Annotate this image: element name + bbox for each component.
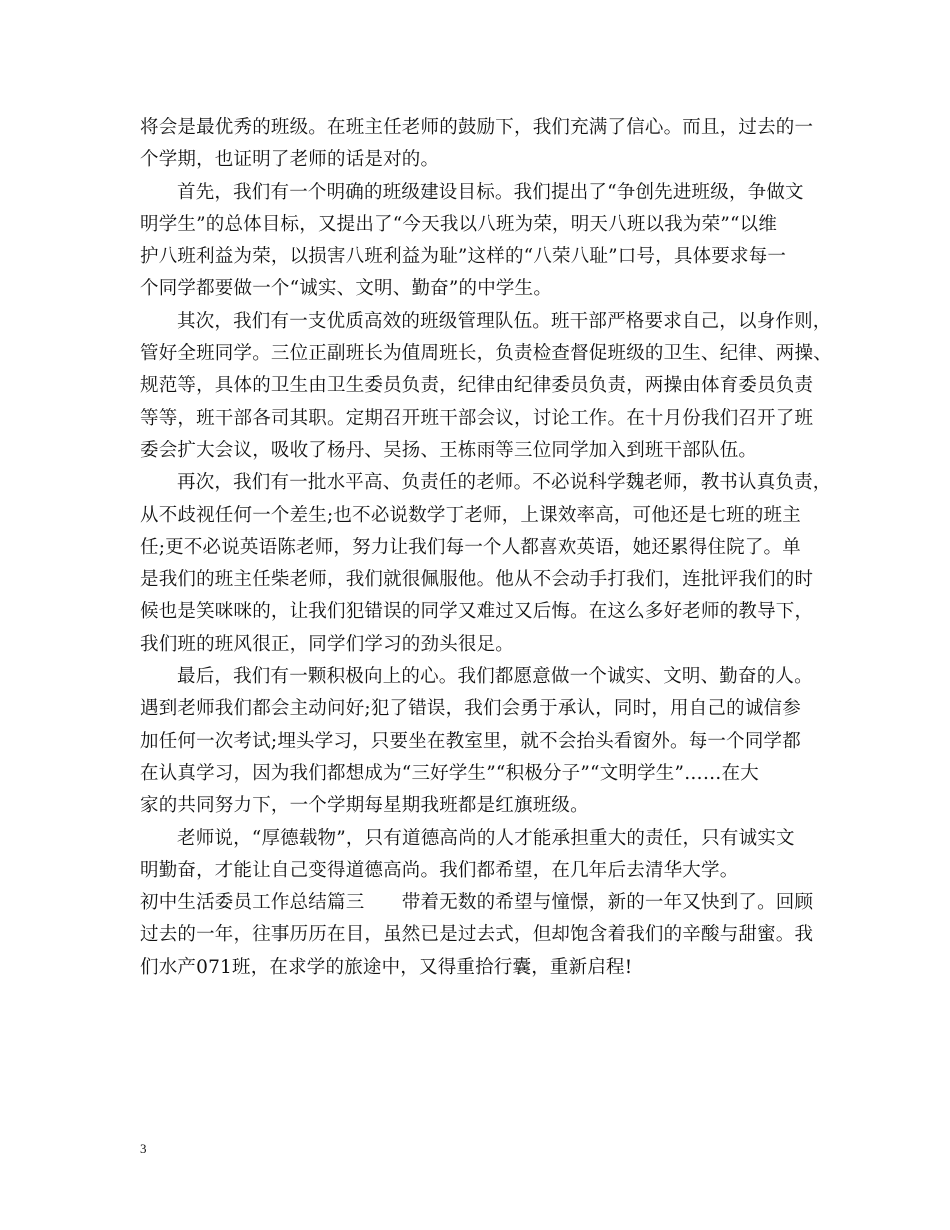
text-line: 加任何一次考试;埋头学习，只要坐在教室里，就不会抬头看窗外。每一个同学都 [140, 730, 801, 752]
text-line: 管好全班同学。三位正副班长为值周班长，负责检查督促班级的卫生、纪律、两操、 [140, 343, 832, 365]
text-line: 从不歧视任何一个差生;也不必说数学丁老师，上课效率高，可他还是七班的班主 [140, 504, 801, 526]
text-line: 在认真学习，因为我们都想成为“三好学生”“积极分子”“文明学生”……在大 [140, 762, 759, 784]
text-line: 过去的一年，往事历历在目，虽然已是过去式，但却饱含着我们的辛酸与甜蜜。我 [140, 924, 814, 946]
paragraph-first-line: 首先，我们有一个明确的班级建设目标。我们提出了“争创先进班级，争做文 [177, 181, 804, 203]
text-line: 明学生”的总体目标，又提出了“今天我以八班为荣，明天八班以我为荣”“以维 [140, 213, 778, 235]
text-line: 我们班的班风很正，同学们学习的劲头很足。 [140, 633, 515, 655]
paragraph-first-line: 老师说，“厚德载物”，只有道德高尚的人才能承担重大的责任，只有诚实文 [177, 827, 795, 849]
text-line: 们水产071班，在求学的旅途中，又得重拾行囊，重新启程! [140, 956, 633, 978]
page-number: 3 [140, 1141, 147, 1156]
text-line: 候也是笑咪咪的，让我们犯错误的同学又难过又后悔。在这么多好老师的教导下， [140, 601, 814, 623]
text-line: 家的共同努力下，一个学期每星期我班都是红旗班级。 [140, 795, 589, 817]
text-line: 护八班利益为荣，以损害八班利益为耻”这样的“八荣八耻”口号，具体要求每一 [140, 246, 787, 268]
text-line: 委会扩大会议，吸收了杨丹、吴扬、王栋雨等三位同学加入到班干部队伍。 [140, 439, 758, 461]
text-line: 任;更不必说英语陈老师，努力让我们每一个人都喜欢英语，她还累得住院了。单 [140, 536, 801, 558]
document-body [140, 112, 832, 984]
paragraph-first-line: 再次，我们有一批水平高、负责任的老师。不必说科学魏老师，教书认真负责， [177, 472, 832, 494]
text-line: 明勤奋，才能让自己变得道德高尚。我们都希望，在几年后去清华大学。 [140, 859, 739, 881]
paragraph-first-line: 其次，我们有一支优质高效的班级管理队伍。班干部严格要求自己，以身作则， [177, 310, 832, 332]
text-line: 等等，班干部各司其职。定期召开班干部会议，讨论工作。在十月份我们召开了班 [140, 407, 814, 429]
text-line: 个学期，也证明了老师的话是对的。 [140, 149, 440, 171]
text-line: 是我们的班主任柴老师，我们就很佩服他。他从不会动手打我们，连批评我们的时 [140, 569, 814, 591]
text-line: 个同学都要做一个“诚实、文明、勤奋”的中学生。 [140, 278, 553, 300]
text-line: 将会是最优秀的班级。在班主任老师的鼓励下，我们充满了信心。而且，过去的一 [140, 117, 814, 138]
text-line: 规范等，具体的卫生由卫生委员负责，纪律由纪律委员负责，两操由体育委员负责 [140, 375, 814, 397]
paragraph-first-line: 最后，我们有一颗积极向上的心。我们都愿意做一个诚实、文明、勤奋的人。 [177, 666, 813, 688]
text-line: 遇到老师我们都会主动问好;犯了错误，我们会勇于承认，同时，用自己的诚信参 [140, 698, 801, 720]
section-heading-line: 初中生活委员工作总结篇三 带着无数的希望与憧憬，新的一年又快到了。回顾 [140, 892, 814, 914]
